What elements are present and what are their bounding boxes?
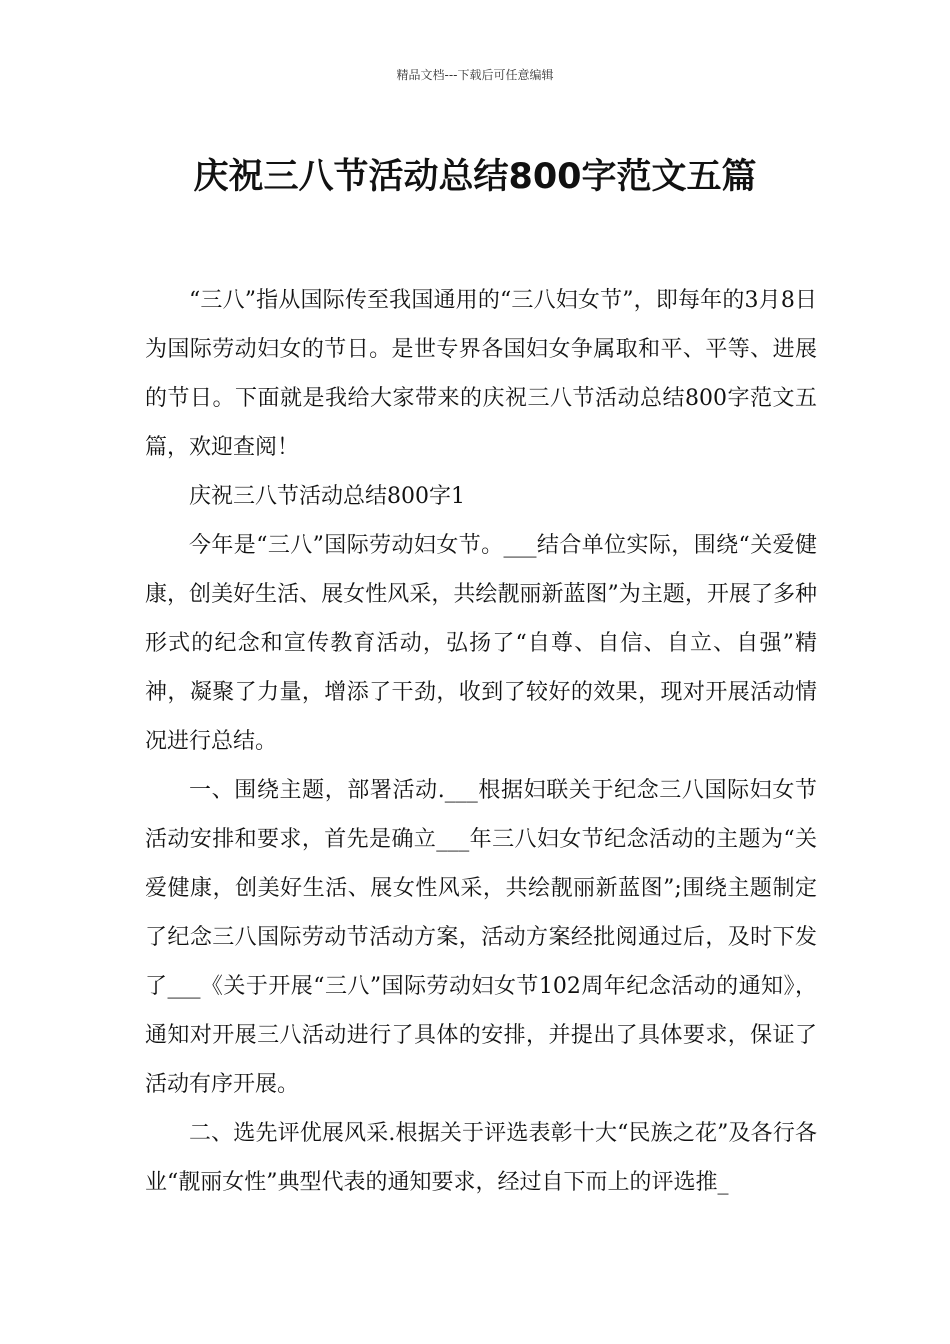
section-heading: 庆祝三八节活动总结800字1	[189, 484, 465, 509]
document-title: 庆祝三八节活动总结800字范文五篇	[193, 157, 757, 198]
intro-paragraph: “三八”指从国际传至我国通用的“三八妇女节”，即每年的3月8日为国际劳动妇女的节日。是世专界各国妇女争属取和平、平等、进展的节日。下面就是我给大家带来的庆祝三八节活动总结800字范文五篇，欢迎查阅！	[145, 288, 817, 460]
body-paragraph: 今年是“三八”国际劳动妇女节。___结合单位实际，围绕“关爱健康，创美好生活、展女性风采，共绘靓丽新蓝图”为主题，开展了多种形式的纪念和宣传教育活动，弘扬了“自尊、自信、自立、自强”精神，凝聚了力量，增添了干劲，收到了较好的效果，现对开展活动情况进行总结。	[145, 533, 817, 754]
page-header: 精品文档---下载后可任意编辑	[396, 68, 554, 82]
body-paragraph: 一、围绕主题，部署活动.___根据妇联关于纪念三八国际妇女节活动安排和要求，首先是确立___年三八妇女节纪念活动的主题为“关爱健康，创美好生活、展女性风采，共绘靓丽新蓝图”;围绕主题制定了纪念三八国际劳动节活动方案，活动方案经批阅通过后，及时下发了___《关于开展“三八”国际劳动妇女节102周年纪念活动的通知》，通知对开展三八活动进行了具体的安排，并提出了具体要求，保证了活动有序开展。	[145, 778, 817, 1097]
document-body	[145, 276, 817, 1207]
body-paragraph: 二、选先评优展风采.根据关于评选表彰十大“民族之花”及各行各业“靓丽女性”典型代表的通知要求，经过自下而上的评选推_	[145, 1121, 817, 1195]
